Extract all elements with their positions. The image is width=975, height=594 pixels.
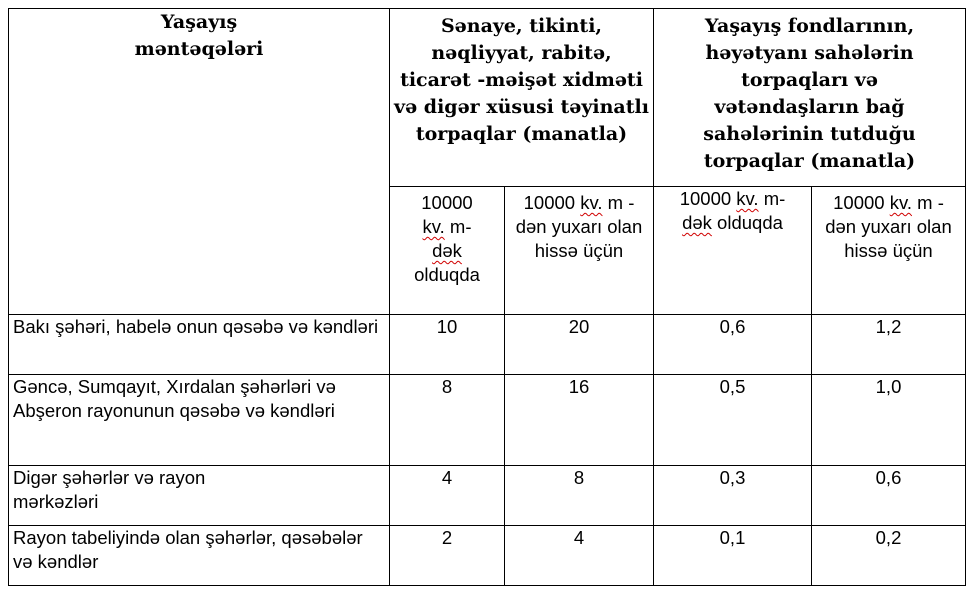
settlements-header-text: Yaşayış məntəqələri (134, 11, 264, 60)
rate-cell: 10 (390, 315, 505, 375)
rate-cell: 0,3 (654, 466, 812, 526)
table-row (9, 526, 966, 586)
settlement-name: Gəncə, Sumqayıt, Xırdalan şəhərləri və Abşeron rayonunun qəsəbə və kəndləri (9, 375, 390, 466)
sub-header-text: 10000 (833, 192, 890, 213)
table-row (9, 375, 966, 466)
sub-header-text: olduqda (711, 212, 783, 233)
rate-cell: 1,0 (812, 375, 966, 466)
sub-header-text: 10000 (523, 192, 581, 213)
sub-header-text: kv. (736, 188, 759, 209)
rate-cell: 0,5 (654, 375, 812, 466)
rate-cell: 0,2 (812, 526, 966, 586)
land-tax-table (8, 8, 966, 586)
sub-header-industrial-above (505, 187, 654, 315)
sub-header-text: kv. (889, 192, 912, 213)
sub-header-text: 10000 (421, 192, 473, 213)
rate-cell: 0,6 (812, 466, 966, 526)
rate-cell: 8 (390, 375, 505, 466)
sub-header-industrial-up-to (390, 187, 505, 315)
sub-header-residential-up-to (654, 187, 812, 315)
sub-header-text: m- (444, 216, 472, 237)
rate-cell: 4 (505, 526, 654, 586)
residential-land-header-text: Yaşayış fondlarının, həyətyanı sahələrin torpaqları və vətəndaşların bağ sahələrinin tutduğu torpaqlar (manatla) (703, 15, 916, 172)
settlement-name: Rayon tabeliyində olan şəhərlər, qəsəbələr və kəndlər (9, 526, 390, 586)
rate-cell: 8 (505, 466, 654, 526)
rate-cell: 16 (505, 375, 654, 466)
settlements-header (9, 9, 390, 315)
rate-cell: 2 (390, 526, 505, 586)
settlement-name: Bakı şəhəri, habelə onun qəsəbə və kəndləri (9, 315, 390, 375)
sub-header-text: m - dən yuxarı olan hissə üçün (515, 192, 643, 261)
residential-land-header (654, 9, 966, 187)
rate-cell: 20 (505, 315, 654, 375)
sub-header-text: dək (432, 240, 462, 261)
sub-header-text: kv. (422, 216, 445, 237)
sub-header-text: olduqda (414, 264, 480, 285)
industrial-land-header-text: Sənaye, tikinti, nəqliyyat, rabitə, ticarət -məişət xidməti və digər xüsusi təyinatlı torpaqlar (manatla) (394, 15, 649, 145)
sub-header-text: dək (682, 212, 712, 233)
sub-header-text: 10000 (679, 188, 737, 209)
table-row (9, 315, 966, 375)
rate-cell: 0,1 (654, 526, 812, 586)
rate-cell: 4 (390, 466, 505, 526)
industrial-land-header (390, 9, 654, 187)
sub-header-text: kv. (580, 192, 603, 213)
settlement-name: Digər şəhərlər və rayon mərkəzləri (9, 466, 390, 526)
rate-cell: 1,2 (812, 315, 966, 375)
sub-header-text: m - dən yuxarı olan hissə üçün (825, 192, 952, 261)
rate-cell: 0,6 (654, 315, 812, 375)
table-row (9, 466, 966, 526)
sub-header-text: m- (758, 188, 786, 209)
sub-header-residential-above (812, 187, 966, 315)
